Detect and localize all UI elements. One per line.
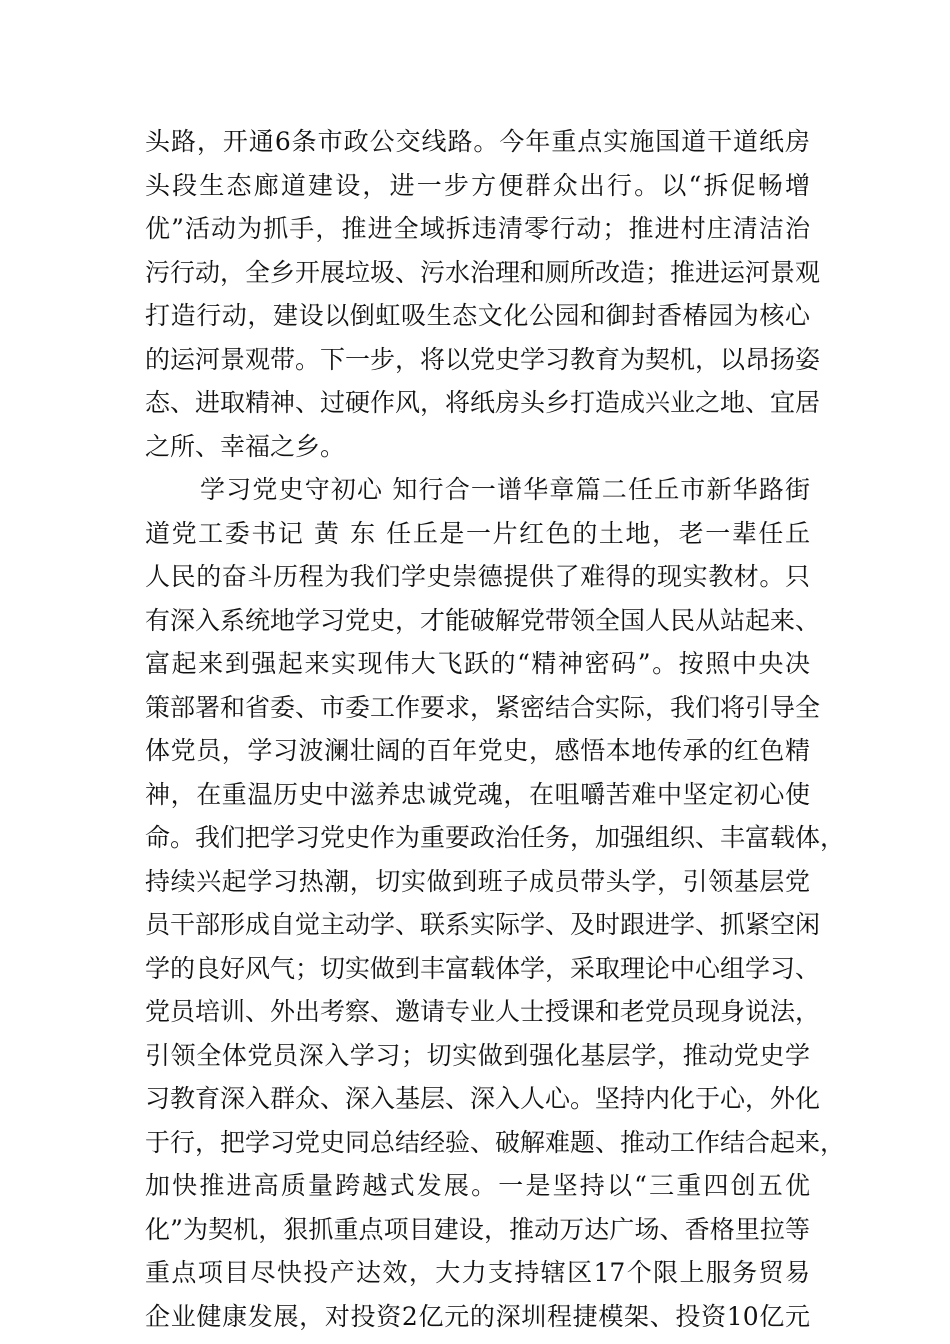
text-line: 态、进取精神、过硬作风，将纸房头乡打造成兴业之地、宜居 xyxy=(145,388,821,417)
text-line: 学习党史守初心 知行合一谱华章篇二任丘市新华路街 xyxy=(200,475,810,504)
text-line: 污行动，全乡开展垃圾、污水治理和厕所改造；推进运河景观 xyxy=(145,257,821,287)
text-line: 习教育深入群众、深入基层、深入人心。坚持内化于心，外化 xyxy=(145,1084,821,1113)
text-line: 头路，开通6条市政公交线路。今年重点实施国道干道纸房 xyxy=(145,127,810,156)
text-line: 人民的奋斗历程为我们学史崇德提供了难得的现实教材。只 xyxy=(145,562,810,591)
text-line: 道党工委书记 黄 东 任丘是一片红色的土地，老一辈任丘 xyxy=(145,518,810,548)
text-line: 化”为契机，狠抓重点项目建设，推动万达广场、香格里拉等 xyxy=(145,1214,810,1244)
text-line: 头段生态廊道建设，进一步方便群众出行。以“拆促畅增 xyxy=(145,170,810,200)
text-line: 的运河景观带。下一步，将以党史学习教育为契机，以昂扬姿 xyxy=(145,344,821,374)
text-line: 员干部形成自觉主动学、联系实际学、及时跟进学、抓紧空闲 xyxy=(145,910,821,939)
text-line: 学的良好风气；切实做到丰富载体学，采取理论中心组学习、 xyxy=(145,953,821,983)
text-line: 体党员，学习波澜壮阔的百年党史，感悟本地传承的红色精 xyxy=(145,736,810,765)
text-line: 策部署和省委、市委工作要求，紧密结合实际，我们将引导全 xyxy=(145,692,821,722)
text-line: 之所、幸福之乡。 xyxy=(145,431,346,461)
paragraph xyxy=(145,468,846,1338)
document-body xyxy=(145,120,846,1338)
text-line: 命。我们把学习党史作为重要政治任务，加强组织、丰富载体， xyxy=(145,823,846,852)
text-line: 重点项目尽快投产达效，大力支持辖区17个限上服务贸易 xyxy=(145,1258,810,1287)
text-line: 于行，把学习党史同总结经验、破解难题、推动工作结合起来， xyxy=(145,1127,846,1157)
text-line: 有深入系统地学习党史，才能破解党带领全国人民从站起来、 xyxy=(145,605,821,635)
text-line: 企业健康发展，对投资2亿元的深圳程捷模架、投资10亿元 xyxy=(145,1301,810,1331)
text-line: 打造行动，建设以倒虹吸生态文化公园和御封香椿园为核心 xyxy=(145,301,810,330)
text-line: 党员培训、外出考察、邀请专业人士授课和老党员现身说法， xyxy=(145,997,821,1026)
paragraph xyxy=(145,120,821,468)
text-line: 富起来到强起来实现伟大飞跃的“精神密码”。按照中央决 xyxy=(145,649,810,678)
text-line: 引领全体党员深入学习；切实做到强化基层学，推动党史学 xyxy=(145,1040,810,1070)
text-line: 优”活动为抓手，推进全域拆违清零行动；推进村庄清洁治 xyxy=(145,214,810,243)
text-line: 加快推进高质量跨越式发展。一是坚持以“三重四创五优 xyxy=(145,1171,810,1200)
text-line: 持续兴起学习热潮，切实做到班子成员带头学，引领基层党 xyxy=(145,866,810,896)
text-line: 神，在重温历史中滋养忠诚党魂，在咀嚼苦难中坚定初心使 xyxy=(145,779,810,809)
